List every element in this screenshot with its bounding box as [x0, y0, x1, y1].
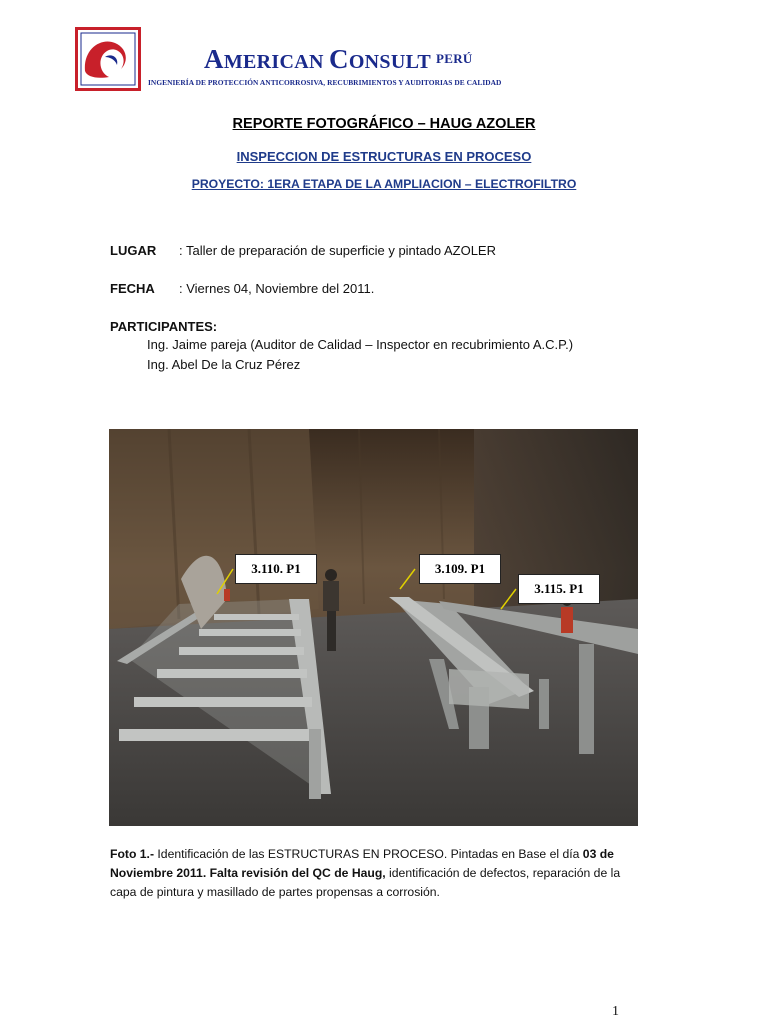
- photo-tag: 3.110. P1: [235, 554, 317, 584]
- fecha-value: : Viernes 04, Noviembre del 2011.: [179, 281, 375, 296]
- photo-tag: 3.109. P1: [419, 554, 501, 584]
- participantes-label: PARTICIPANTES:: [110, 319, 218, 334]
- report-title: REPORTE FOTOGRÁFICO – HAUG AZOLER: [232, 116, 536, 132]
- company-logo: [75, 27, 141, 91]
- fecha-label: FECHA: [110, 281, 155, 296]
- report-subtitle: INSPECCION DE ESTRUCTURAS EN PROCESO: [236, 149, 532, 164]
- lugar-label: LUGAR: [110, 243, 157, 258]
- project-line: PROYECTO: 1ERA ETAPA DE LA AMPLIACION – ELECTROFILTRO: [191, 177, 577, 191]
- company-tagline: INGENIERÍA DE PROTECCIÓN ANTICORROSIVA, RECUBRIMIENTOS Y AUDITORIAS DE CALIDAD: [148, 78, 502, 87]
- page-number: 1: [612, 1004, 619, 1019]
- participant-item: Ing. Jaime pareja (Auditor de Calidad – Inspector en recubrimiento A.C.P.): [147, 337, 574, 352]
- participant-item: Ing. Abel De la Cruz Pérez: [147, 357, 301, 372]
- photo-tag: 3.115. P1: [518, 574, 600, 604]
- photo-caption: Foto 1.- Identificación de las ESTRUCTURAS EN PROCESO. Pintadas en Base el día 03 de Noviembre 2011. Falta revisión del QC de Haug, identificación de defectos, reparación de la capa de pintura y masillado de partes propensas a corrosión.: [110, 847, 621, 899]
- inspection-photo: [109, 429, 638, 826]
- lugar-value: : Taller de preparación de superficie y pintado AZOLER: [179, 243, 496, 258]
- company-name: AMERICAN CONSULT $^{PERÚ}$: [204, 44, 473, 74]
